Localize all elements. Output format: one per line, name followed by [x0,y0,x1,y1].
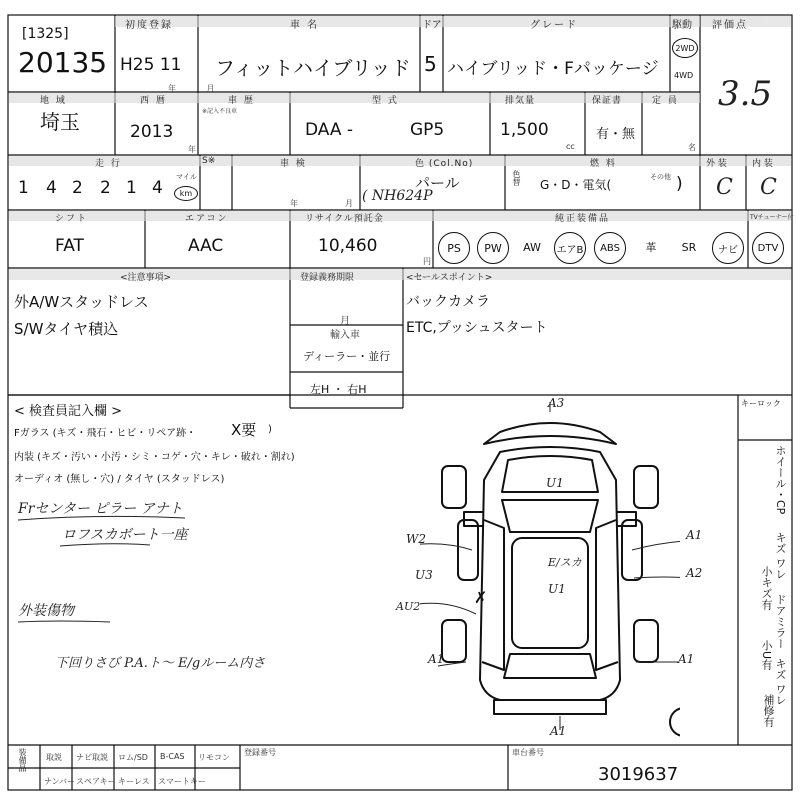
inspection-year-unit: 年 [290,199,298,208]
legend-small-u: 小U有 [760,640,773,671]
history-note: ※記入不良車 [202,108,238,115]
handwriting-underlines [0,400,360,660]
ac-header: エアコン [185,214,229,224]
equip-ps: PS [438,232,470,264]
inspector-title: < 検査員記入欄 > [14,404,123,419]
mileage-digit-2: 4 [46,178,57,198]
legend-wheel-cp: ホイール・CP [774,445,787,515]
door-count: 5 [424,52,437,76]
first-registration: H25 11 [120,55,182,75]
yen-unit: 円 [423,257,431,266]
tuner-header: TVチューナー付 [750,214,794,221]
mileage-digit-5: 1 [126,178,137,198]
front-glass-close: ) [268,424,272,435]
mileage-digit-1: 1 [18,178,29,198]
equip-sunroof: SR [681,240,697,254]
mark-front-bumper: A3 [548,396,565,410]
equip-aw: AW [523,240,541,254]
history-header: 車 歴 [228,96,255,106]
equip-leather: 革 [645,241,657,254]
registration-deadline-header: 登録義務期限 [300,273,355,283]
footer-bcas: B-CAS [160,752,185,761]
region-header: 地 域 [40,96,67,106]
type-header: 型 式 [372,96,399,106]
keylock-label: キーロック [741,399,781,408]
equip-navi: ナビ [712,232,744,264]
type-prefix: DAA - [305,120,354,140]
chassis-number-header: 車台番号 [512,748,544,757]
region-value: 埼玉 [40,110,80,134]
mark-right-rear-wheel: A1 [678,652,695,666]
mark-roof: U1 [548,582,566,596]
handle-side: 左H ・ 右H [310,383,367,396]
mileage-header: 走 行 [95,159,122,169]
inspection-month-unit: 月 [345,199,353,208]
interior-line: 内装 (キズ・汚い・小汚・シミ・コゲ・穴・キレ・破れ・割れ) [14,452,295,463]
year-unit: 年 [188,145,196,154]
displacement-header: 排気量 [505,96,536,106]
mileage-digit-6: 4 [152,178,163,198]
equip-airbag: エアB [554,232,586,264]
legend-scratch-crack-2: キズ ワレ [774,658,787,706]
footer-remote: リモコン [198,753,230,762]
listing-number: 20135 [18,46,108,79]
shift-header: シフト [55,214,89,224]
exterior-header: 外 装 [706,159,727,169]
color-code: ( NH624P [362,188,433,204]
interior-header: 内 装 [752,159,773,169]
footer-rom-sd: ロム/SD [118,753,148,762]
equipment-header: 純正装備品 [555,214,611,224]
handwritten-note-4: 下回りさび P.A.ト～ E/gルーム内さ [55,656,266,671]
color-header: 色 (Col.No) [415,159,474,169]
mark-x-cross: ✗ [474,588,488,607]
audio-tire-line: オーディオ (無し・穴) / タイヤ (スタッドレス) [14,474,225,485]
mileage-digit-4: 2 [100,178,111,198]
registration-number-header: 登録番号 [244,748,276,757]
drive-4wd: 4WD [674,71,694,80]
s-header: S※ [202,156,216,166]
footer-smart-key: スマートキー [158,777,206,786]
footer-spare-key: スペアキー [76,777,116,786]
front-glass-line: Fガラス (キズ・飛石・ヒビ・リペア跡・ [14,428,197,439]
caution-header: <注意事項> [120,273,172,283]
mark-left-door: U3 [415,568,433,582]
model-year: 2013 [130,122,174,142]
recycle-deposit: 10,460 [318,236,378,256]
mark-roof-pillar: E/スカ [548,556,582,569]
handwritten-note-3: 外装傷物 [18,603,74,619]
score-header: 評価点 [712,20,748,31]
handwritten-note-2: ロフスカボート一座 [62,527,188,543]
footer-navi-manual: ナビ取説 [76,753,108,762]
drive-2wd-circled: 2WD [672,38,698,58]
equip-abs: ABS [594,232,626,264]
mark-right-door: A2 [686,566,703,580]
mark-rear-bumper: A1 [550,724,567,738]
chassis-number: 3019637 [598,764,679,785]
footer-manual: 取説 [46,753,62,762]
grade-header: グレード [530,20,578,31]
mark-hood: U1 [546,476,564,490]
warranty-value: 有・無 [596,127,636,142]
exterior-grade: C [716,175,733,200]
color-change-label: 色替 [512,170,521,186]
caution-line-2: S/Wタイヤ積込 [14,320,119,338]
caution-line-1: 外A/Wスタッドレス [14,293,149,311]
cc-unit: cc [566,142,575,151]
capacity-header: 定 員 [652,96,679,106]
equip-dtv: DTV [752,232,784,264]
handwritten-note-1: Frセンター ピラー アナト [18,501,183,517]
recycle-header: リサイクル預託金 [305,214,384,224]
sales-line-1: バックカメラ [406,294,490,310]
year-month-label: 年 月 [168,84,229,93]
capacity-unit: 名 [688,143,696,152]
legend-small-scratch: 小キズ有 [760,566,773,610]
mileage-digit-3: 2 [72,178,83,198]
year-header: 西 暦 [140,96,167,106]
legend-repaired: 補修有 [762,694,775,727]
mile-unit: マイル [176,173,197,181]
model-name: フィットハイブリッド [215,56,411,80]
legend-door-mirror: ドアミラー [774,594,787,649]
first-reg-header: 初度登録 [125,20,173,31]
mark-right-fender: A1 [686,528,703,542]
grade-name: ハイブリッド・Fパッケージ [447,59,659,79]
fuel-options: G・D・電気( [540,178,612,192]
score-value: 3.5 [718,74,773,114]
dealer-parallel: ディーラー・並行 [303,350,391,363]
model-header: 車 名 [290,20,320,31]
inspection-header: 車 検 [280,159,307,169]
footer-equipment-label: 装備品 [18,748,27,772]
equip-pw: PW [477,232,509,264]
fuel-header: 燃 料 [590,159,617,169]
displacement-value: 1,500 [500,120,549,140]
car-damage-diagram [420,400,680,740]
warranty-header: 保証書 [592,96,623,106]
color-name: パール [415,174,460,192]
front-glass-mark: X要 [231,421,257,439]
drive-header: 駆動 [672,20,692,31]
type-code: GP5 [410,120,445,140]
sales-point-header: <セールスポイント> [406,273,493,283]
footer-number-plate: ナンバー [44,777,76,786]
legend-scratch-crack: キズ ワレ [774,532,787,580]
fuel-other-label: その他 [650,173,671,181]
km-unit-circled: km [174,186,198,201]
import-header: 輸入車 [330,330,360,341]
interior-grade: C [760,175,777,200]
mark-left-fender: W2 [406,532,426,546]
shift-value: FAT [55,236,84,256]
mark-left-rear-door: AU2 [396,600,421,613]
lot-number: [1325] [22,26,69,42]
registration-month: 月 [340,316,350,327]
doors-header: ドア [422,20,442,31]
footer-keyless: キーレス [118,777,150,786]
ac-value: AAC [188,236,224,256]
mark-left-rear-wheel: A1 [428,652,445,666]
sales-line-2: ETC,プッシュスタート [406,320,548,336]
fuel-close-paren: ) [676,174,683,194]
